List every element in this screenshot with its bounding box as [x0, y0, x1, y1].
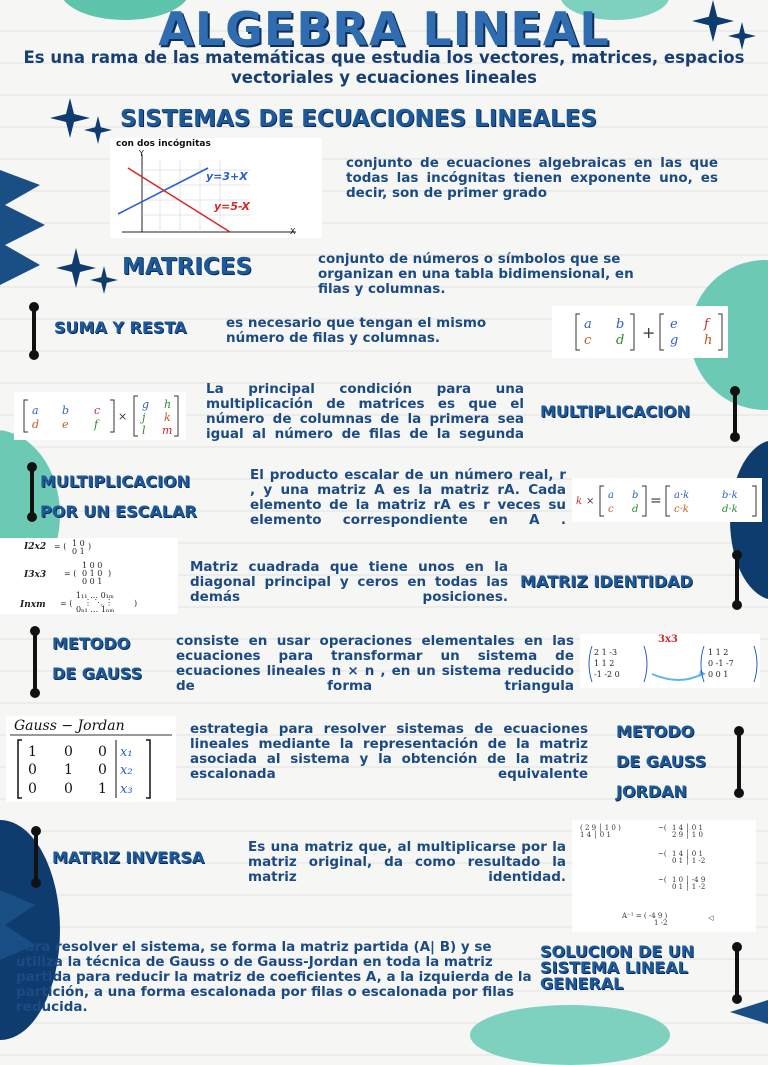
svg-text:l: l [142, 424, 146, 437]
svg-text:k: k [576, 496, 583, 507]
svg-text:=: = [650, 493, 662, 509]
svg-text:A⁻¹ = ( -4 9 ): A⁻¹ = ( -4 9 ) [622, 912, 668, 920]
multiplicacion-heading: MULTIPLICACION [540, 402, 691, 421]
svg-text:×: × [586, 496, 595, 507]
identity-label-3: I3x3 [24, 570, 47, 580]
divider-bar [735, 946, 739, 1000]
svg-text:= (: = ( [60, 599, 73, 608]
svg-text:2 1 -3: 2 1 -3 [594, 648, 618, 657]
multiplicacion-matrix [14, 392, 186, 440]
escalar-text: El producto escalar de un número real, r , y una matriz A es la matriz rA. Cada elemento de la matriz rA es r veces su elemento correspondiente en A . [250, 467, 566, 528]
svg-text:0 -1 -7: 0 -1 -7 [708, 659, 734, 668]
svg-text:h: h [164, 398, 172, 411]
svg-text:1 0 0: 1 0 0 [82, 561, 103, 570]
svg-text:x₃: x₃ [120, 782, 133, 797]
gauss-heading-1: METODO [52, 634, 131, 653]
svg-text:⋮ ⋱ ⋮: ⋮ ⋱ ⋮ [84, 598, 114, 607]
svg-text:g: g [670, 333, 679, 348]
inversa-text: Es una matriz que, al multiplicarse por la matriz original, da como resultado la matriz identidad. [248, 839, 566, 885]
escalar-matrix [572, 478, 762, 522]
svg-text:0: 0 [98, 762, 107, 778]
solucion-heading-1: SOLUCION DE UN [540, 942, 695, 961]
svg-text:×: × [118, 410, 128, 423]
suma-matrix [552, 306, 728, 358]
svg-text:b: b [632, 490, 639, 501]
svg-text:b: b [62, 404, 70, 417]
matrices-text: conjunto de números o símbolos que se organizan en una tabla bidimensional, en filas y columnas. [318, 251, 634, 297]
svg-text:a: a [584, 317, 592, 332]
escalar-heading-2: POR UN ESCALAR [40, 502, 197, 521]
divider-bar [735, 554, 739, 606]
svg-text:f: f [704, 317, 709, 332]
matrices-heading: MATRICES [122, 254, 253, 280]
svg-text:): ) [108, 569, 112, 578]
sistemas-text: conjunto de ecuaciones algebraicas en las que todas las incógnitas tienen exponente uno, es decir, son de primer grado [346, 155, 718, 201]
gauss-badge: 3x3 [658, 634, 678, 645]
svg-text:2 9 │ 1 0: 2 9 │ 1 0 [672, 831, 703, 839]
solucion-heading-3: GENERAL [540, 974, 624, 993]
page-subtitle: Es una rama de las matemáticas que estudia los vectores, matrices, espacios vectoriales y ecuaciones lineales [23, 48, 745, 87]
inversa-matrix [572, 820, 756, 932]
svg-text:c·k: c·k [674, 504, 689, 515]
svg-text:): ) [134, 599, 138, 608]
star-icon [84, 116, 112, 144]
svg-text:1: 1 [98, 781, 107, 797]
graph-title: con dos incógnitas [116, 139, 211, 149]
svg-text:j: j [142, 411, 146, 424]
escalar-heading-1: MULTIPLICACION [40, 472, 191, 491]
svg-text:d: d [632, 504, 639, 515]
gauss-jordan-text: estrategia para resolver sistemas de ecuaciones lineales mediante la representación de la matriz asociada al sistema y la obtención de la matriz escalonada equivalente [190, 721, 588, 782]
gauss-jordan-heading-1: METODO [616, 722, 695, 741]
svg-text:1 -2: 1 -2 [654, 919, 668, 927]
svg-text:c: c [584, 333, 592, 348]
multiplicacion-text: La principal condición para una multiplicación de matrices es que el número de columnas de la primera sea igual al número de filas de la segunda [206, 381, 524, 442]
axis-x-label: X [290, 227, 296, 236]
svg-text:b·k: b·k [722, 490, 738, 501]
svg-text:a·k: a·k [674, 490, 690, 501]
svg-text:~(: ~( [658, 876, 667, 884]
divider-bar [30, 466, 34, 518]
page-title: ALGEBRA LINEAL [158, 2, 610, 56]
svg-text:~(: ~( [658, 824, 667, 832]
identidad-matrices [0, 538, 178, 614]
svg-text:m: m [162, 424, 173, 437]
inversa-heading: MATRIZ INVERSA [52, 848, 205, 867]
equation-2: y=5-X [214, 200, 250, 213]
svg-text:1: 1 [28, 744, 37, 760]
line-graph [110, 150, 322, 238]
svg-text:0 0 1: 0 0 1 [82, 577, 103, 586]
svg-text:0: 0 [28, 781, 37, 797]
axis-y-label: Y [139, 149, 144, 158]
equation-1: y=3+X [206, 170, 248, 183]
gauss-jordan-matrix [6, 716, 176, 802]
suma-heading: SUMA Y RESTA [54, 318, 187, 337]
svg-text:1 4 │ 0 1: 1 4 │ 0 1 [580, 831, 611, 839]
svg-text:b: b [616, 317, 625, 332]
gauss-matrix [580, 634, 760, 688]
identidad-text: Matriz cuadrada que tiene unos en la diagonal principal y ceros en todas las demás posiciones. [190, 559, 508, 605]
svg-text:0 1 0: 0 1 0 [82, 569, 103, 578]
svg-text:1₁₁ … 0₁ₘ: 1₁₁ … 0₁ₘ [76, 591, 114, 600]
svg-text:◁: ◁ [708, 914, 714, 922]
svg-text:0 1 │ 1 -2: 0 1 │ 1 -2 [672, 857, 706, 865]
svg-text:0 0 1: 0 0 1 [708, 670, 729, 679]
gauss-heading-2: DE GAUSS [52, 664, 143, 683]
svg-text:1 0: 1 0 [72, 539, 85, 548]
svg-text:0: 0 [64, 744, 73, 760]
svg-text:1 4 │ 0 1: 1 4 │ 0 1 [672, 850, 703, 858]
svg-text:x₂: x₂ [120, 763, 133, 778]
svg-text:a: a [32, 404, 39, 417]
svg-text:d·k: d·k [722, 504, 738, 515]
divider-bar [737, 730, 741, 794]
identity-label-2: I2x2 [24, 542, 47, 552]
svg-text:f: f [94, 418, 99, 431]
svg-text:+: + [642, 323, 656, 342]
star-icon [90, 266, 118, 294]
gauss-jordan-heading-3: JORDAN [616, 782, 687, 801]
svg-text:0 1: 0 1 [72, 547, 85, 556]
svg-text:0ₙ₁ … 1ₙₘ: 0ₙ₁ … 1ₙₘ [76, 605, 115, 614]
svg-text:): ) [88, 542, 92, 551]
identidad-heading: MATRIZ IDENTIDAD [520, 572, 693, 591]
svg-text:e: e [62, 418, 69, 431]
svg-text:1 4 │ 0 1: 1 4 │ 0 1 [672, 824, 703, 832]
divider-bar [32, 306, 36, 356]
svg-text:c: c [608, 504, 614, 515]
identity-label-n: Inxm [20, 600, 46, 610]
sistemas-graph [110, 138, 322, 238]
zigzag-left [0, 160, 50, 300]
svg-text:1 1 2: 1 1 2 [708, 648, 729, 657]
svg-text:0 1 │ 1 -2: 0 1 │ 1 -2 [672, 883, 706, 891]
svg-text:d: d [32, 418, 40, 431]
svg-text:c: c [94, 404, 101, 417]
svg-text:a: a [608, 490, 614, 501]
sistemas-heading: SISTEMAS DE ECUACIONES LINEALES [120, 106, 597, 132]
svg-text:0: 0 [98, 744, 107, 760]
svg-text:h: h [704, 333, 713, 348]
svg-text:1: 1 [64, 762, 73, 778]
svg-text:1 0 │ -4 9: 1 0 │ -4 9 [672, 876, 706, 884]
solucion-heading-2: SISTEMA LINEAL [540, 958, 688, 977]
svg-text:0: 0 [64, 781, 73, 797]
svg-text:k: k [164, 411, 171, 424]
svg-text:-1 -2 0: -1 -2 0 [594, 670, 620, 679]
svg-text:( 2 9 │ 1 0 ): ( 2 9 │ 1 0 ) [580, 824, 621, 832]
solucion-text: Para resolver el sistema, se forma la matriz partida (A| B) y se utiliza la técnica de Gauss o de Gauss-Jordan en toda la matriz partida para reducir la matriz de coeficientes A, a la izquierda de la partición, a una forma escalonada por filas o escalonada por filas reducida. [16, 939, 532, 1015]
suma-text: es necesario que tengan el mismo número de filas y columnas. [226, 315, 487, 346]
gauss-jordan-heading-2: DE GAUSS [616, 752, 707, 771]
svg-text:e: e [670, 317, 678, 332]
svg-text:~(: ~( [658, 850, 667, 858]
gauss-text: consiste en usar operaciones elementales en las ecuaciones para transformar un sistema de ecuaciones lineales n × n , en un sistema reducido de forma triangula [176, 633, 574, 694]
svg-text:x₁: x₁ [120, 745, 133, 760]
gauss-jordan-img-title: Gauss − Jordan [14, 718, 125, 734]
svg-text:= (: = ( [54, 542, 67, 551]
divider-bar [733, 390, 737, 438]
divider-bar [34, 830, 38, 884]
svg-text:g: g [142, 398, 150, 411]
divider-bar [33, 630, 37, 694]
svg-text:1 1 2: 1 1 2 [594, 659, 615, 668]
svg-text:0: 0 [28, 762, 37, 778]
svg-text:d: d [616, 333, 625, 348]
svg-text:= (: = ( [64, 569, 77, 578]
